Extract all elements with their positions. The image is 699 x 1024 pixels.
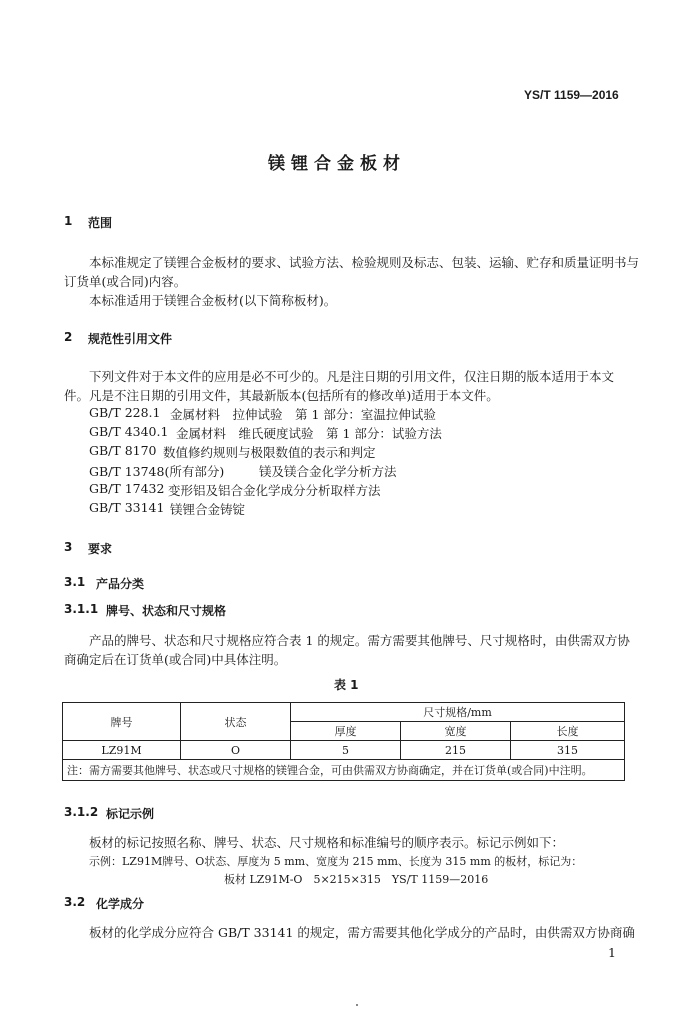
reference-code: GB/T 8170	[89, 443, 157, 458]
reference-name: 镁锂合金铸锭	[170, 502, 246, 517]
scan-speck	[356, 1004, 358, 1006]
section-3-number: 3	[64, 540, 73, 554]
table-1-caption: 表 1	[334, 678, 359, 692]
marking-designation: 板材 LZ91M-O 5×215×315 YS/T 1159—2016	[224, 873, 489, 886]
section-2-title: 规范性引用文件	[88, 332, 173, 346]
section-1-number: 1	[64, 214, 73, 228]
header-temper: 状态	[181, 703, 291, 741]
table-1	[62, 702, 625, 781]
cell-length: 315	[511, 741, 625, 760]
cell-thickness: 5	[291, 741, 401, 760]
cell-temper: O	[181, 741, 291, 760]
section-1-paragraph-2: 本标准适用于镁锂合金板材(以下简称板材)。	[89, 293, 337, 308]
reference-code: GB/T 228.1	[89, 405, 161, 420]
section-3-1-1-number: 3.1.1	[64, 602, 99, 616]
section-3-2-title: 化学成分	[96, 897, 145, 911]
reference-name: 变形铝及铝合金化学成分分析取样方法	[168, 483, 381, 498]
section-3-2-number: 3.2	[64, 895, 86, 909]
reference-name: 金属材料 维氏硬度试验 第 1 部分：试验方法	[176, 426, 442, 441]
page-number: 1	[608, 945, 616, 960]
header-dimensions: 尺寸规格/mm	[291, 703, 625, 722]
section-3-1-1-paragraph-b: 商确定后在订货单(或合同)中具体注明。	[64, 652, 287, 667]
section-2-paragraph-1a: 下列文件对于本文件的应用是必不可少的。凡是注日期的引用文件，仅注日期的版本适用于本文	[89, 369, 615, 384]
table-row	[63, 741, 625, 760]
section-1-paragraph-1b: 订货单(或合同)内容。	[64, 274, 187, 289]
section-2-number: 2	[64, 330, 73, 344]
section-3-title: 要求	[88, 542, 113, 556]
section-3-1-title: 产品分类	[96, 577, 145, 591]
header-width: 宽度	[401, 722, 511, 741]
reference-code: GB/T 13748(所有部分)	[89, 464, 225, 479]
section-3-1-number: 3.1	[64, 575, 86, 589]
reference-code: GB/T 33141	[89, 500, 165, 515]
cell-width: 215	[401, 741, 511, 760]
table-note: 注：需方需要其他牌号、状态或尺寸规格的镁锂合金，可由供需双方协商确定，并在订货单(或合同)中注明。	[63, 760, 625, 781]
section-3-1-2-paragraph: 板材的标记按照名称、牌号、状态、尺寸规格和标准编号的顺序表示。标记示例如下：	[89, 835, 565, 850]
section-2-paragraph-1b: 件。凡是不注日期的引用文件，其最新版本(包括所有的修改单)适用于本文件。	[64, 388, 499, 403]
section-3-1-2-title: 标记示例	[106, 807, 155, 821]
header-thickness: 厚度	[291, 722, 401, 741]
document-title: 镁锂合金板材	[268, 154, 406, 174]
section-3-1-2-number: 3.1.2	[64, 805, 99, 819]
header-grade: 牌号	[63, 703, 181, 741]
section-3-1-1-title: 牌号、状态和尺寸规格	[106, 604, 227, 618]
cell-grade: LZ91M	[63, 741, 181, 760]
reference-name: 镁及镁合金化学分析方法	[259, 464, 397, 479]
reference-name: 数值修约规则与极限数值的表示和判定	[163, 445, 376, 460]
section-1-title: 范围	[88, 216, 113, 230]
reference-code: GB/T 4340.1	[89, 424, 169, 439]
reference-name: 金属材料 拉伸试验 第 1 部分：室温拉伸试验	[170, 407, 436, 422]
header-length: 长度	[511, 722, 625, 741]
marking-example: 示例：LZ91M牌号、O状态、厚度为 5 mm、宽度为 215 mm、长度为 315 mm 的板材，标记为：	[89, 855, 583, 868]
standard-code: YS/T 1159—2016	[524, 88, 619, 102]
section-1-paragraph-1a: 本标准规定了镁锂合金板材的要求、试验方法、检验规则及标志、包装、运输、贮存和质量证明书与	[89, 255, 640, 270]
section-3-2-paragraph: 板材的化学成分应符合 GB/T 33141 的规定，需方需要其他化学成分的产品时，由供需双方协商确	[89, 925, 635, 940]
section-3-1-1-paragraph-a: 产品的牌号、状态和尺寸规格应符合表 1 的规定。需方需要其他牌号、尺寸规格时，由供需双方协	[89, 633, 630, 648]
reference-code: GB/T 17432	[89, 481, 165, 496]
